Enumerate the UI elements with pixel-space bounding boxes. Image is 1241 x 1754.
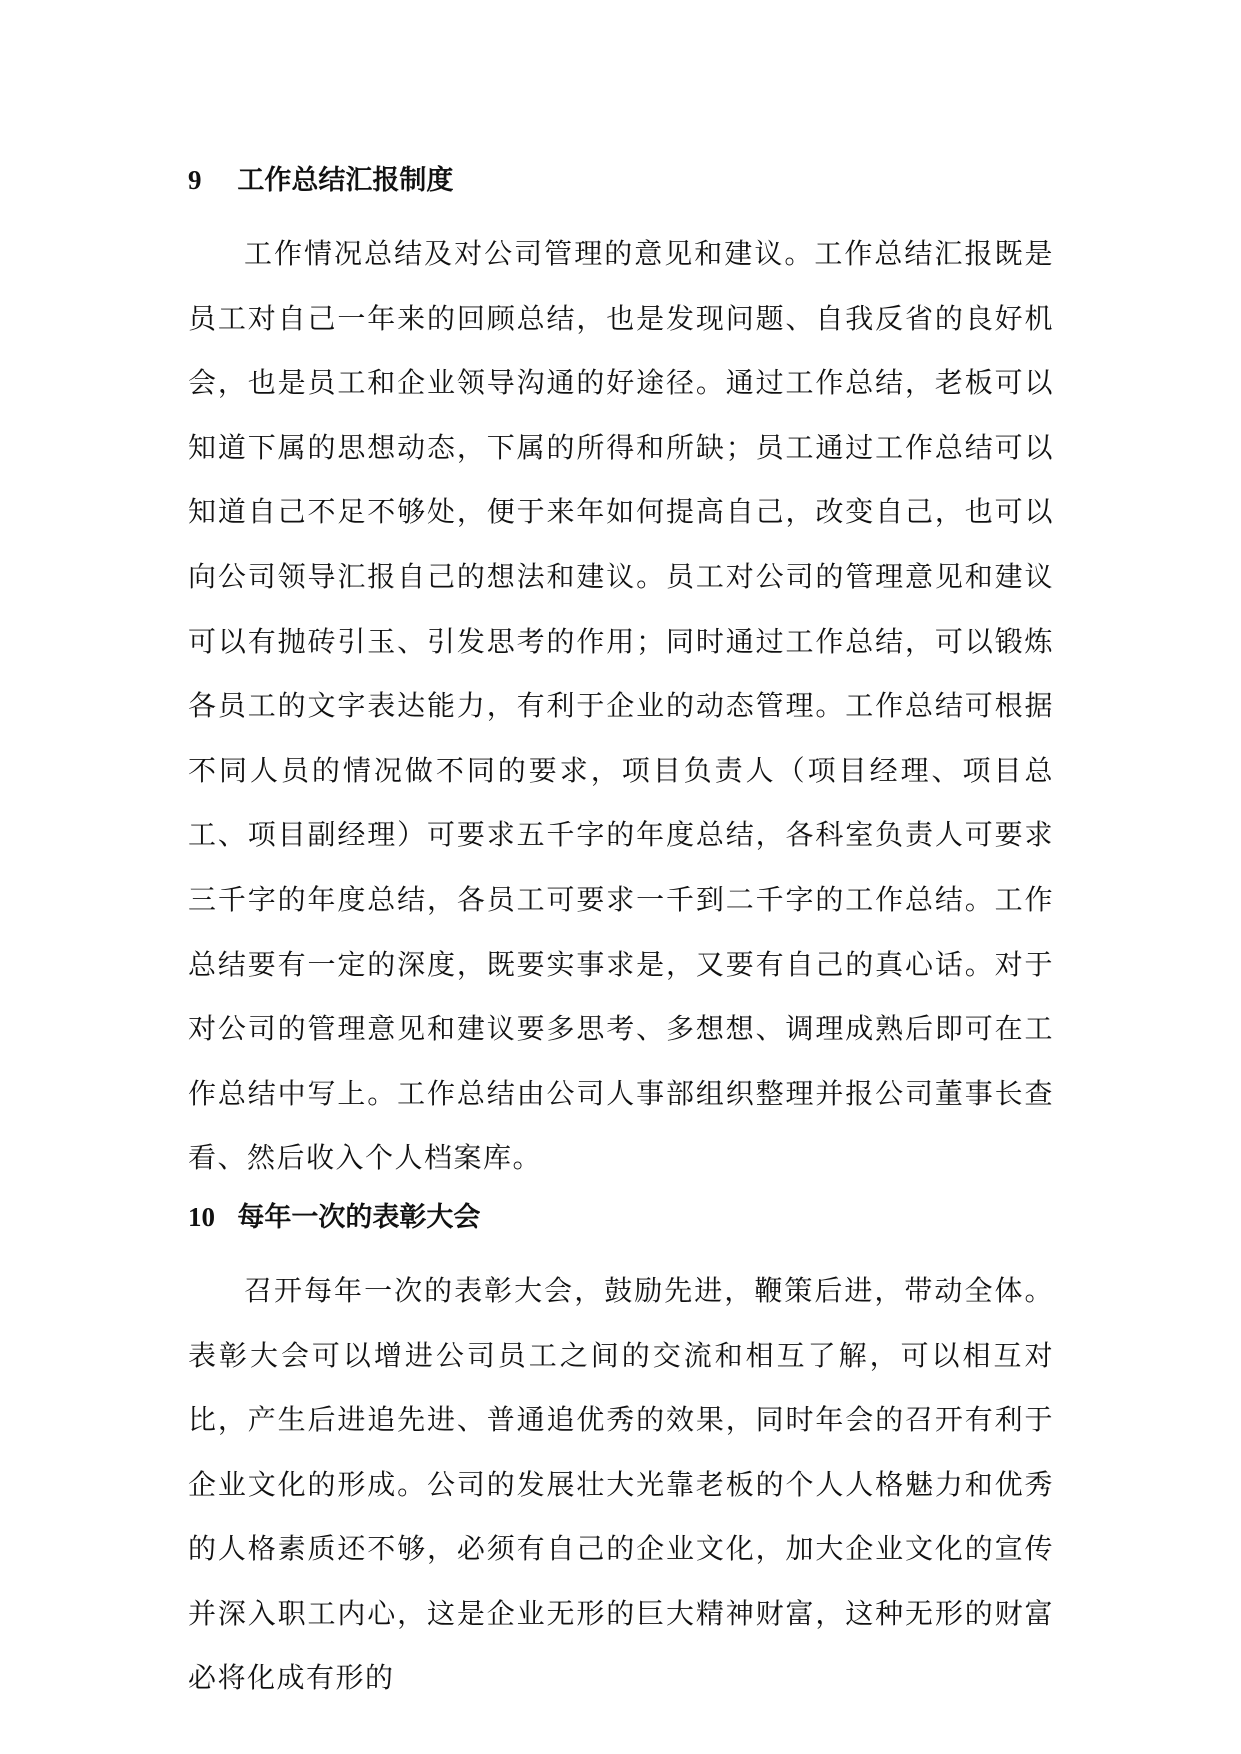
section-number: 10 xyxy=(188,1201,215,1232)
section-number: 9 xyxy=(188,165,202,195)
section-title: 每年一次的表彰大会 xyxy=(237,1201,481,1233)
document-content xyxy=(188,160,1054,1715)
section-body-9: 工作情况总结及对公司管理的意见和建议。工作总结汇报既是员工对自己一年来的回顾总结，也是发现问题、自我反省的良好机会，也是员工和企业领导沟通的好途径。通过工作总结，老板可以知道下属的思想动态，下属的所得和所缺；员工通过工作总结可以知道自己不足不够处，便于来年如何提高自己，改变自己，也可以向公司领导汇报自己的想法和建议。员工对公司的管理意见和建议可以有抛砖引玉、引发思考的作用；同时通过工作总结，可以锻炼各员工的文字表达能力，有利于企业的动态管理。工作总结可根据不同人员的情况做不同的要求，项目负责人（项目经理、项目总工、项目副经理）可要求五千字的年度总结，各科室负责人可要求三千字的年度总结，各员工可要求一千到二千字的工作总结。工作总结要有一定的深度，既要实事求是，又要有自己的真心话。对于对公司的管理意见和建议要多思考、多想想、调理成熟后即可在工作总结中写上。工作总结由公司人事部组织整理并报公司董事长查看、然后收入个人档案库。 xyxy=(188,237,1054,1175)
section-body-10: 召开每年一次的表彰大会，鼓励先进，鞭策后进，带动全体。表彰大会可以增进公司员工之间的交流和相互了解，可以相互对比，产生后进追先进、普通追优秀的效果，同时年会的召开有利于企业文化的形成。公司的发展壮大光靠老板的个人人格魅力和优秀的人格素质还不够，必须有自己的企业文化，加大企业文化的宣传并深入职工内心，这是企业无形的巨大精神财富，这种无形的财富必将化成有形的 xyxy=(188,1273,1054,1695)
section-title: 工作总结汇报制度 xyxy=(237,165,454,196)
section-heading-9 xyxy=(188,160,1054,200)
section-heading-10 xyxy=(188,1197,1054,1237)
